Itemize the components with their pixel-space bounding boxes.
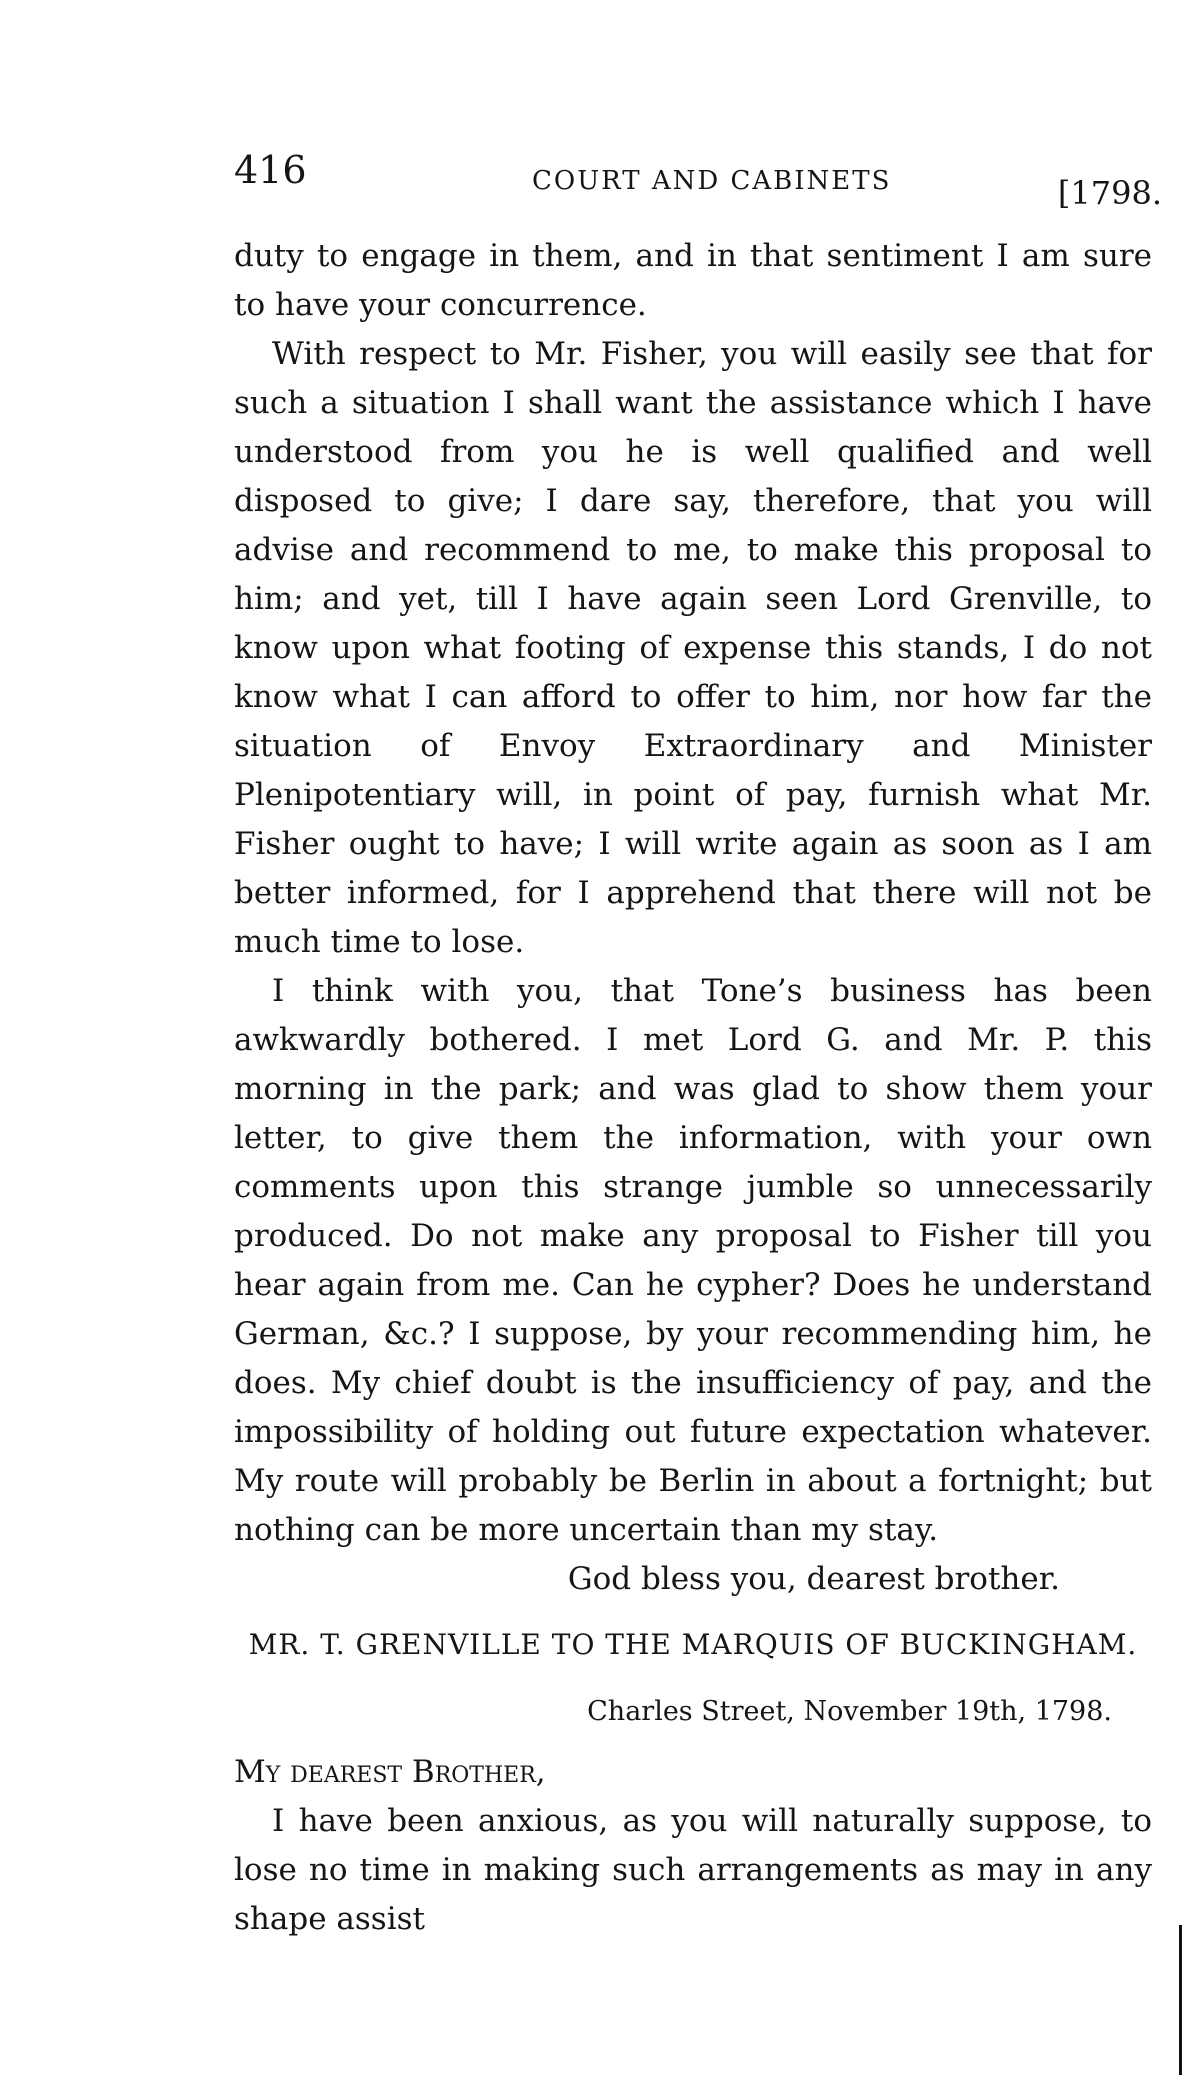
paragraph-tone: I think with you, that Tone’s business has been awkwardly bothered. I met Lord G. and Mr. P. this morning in the park; and was glad to show them your letter, to give them the information, with your own comments upon this strange jumble so unnecessarily produced. Do not make any proposal to Fisher till you hear again from me. Can he cypher? Does he understand German, &c.? I suppose, by your recommending him, he does. My chief doubt is the insufficiency of pay, and the impossibility of holding out future expectation whatever. My route will probably be Berlin in about a fortnight; but nothing can be more uncertain than my stay. [234,973,1152,1548]
letter-dateline: Charles Street, November 19th, 1798. [587,1696,1112,1727]
paragraph-continuation: duty to engage in them, and in that sentiment I am sure to have your concurrence. [234,238,1152,323]
next-letter [234,1620,1152,1944]
letter-heading: MR. T. GRENVILLE TO THE MARQUIS OF BUCKINGHAM. [248,1628,1138,1661]
letter-body-text [234,232,1152,1604]
letter-closing: God bless you, dearest brother. [567,1561,1060,1597]
paragraph-fisher: With respect to Mr. Fisher, you will easily see that for such a situation I shall want the assistance which I have understood from you he is well qualified and well disposed to give; I dare say, therefore, that you will advise and recommend to me, to make this proposal to him; and yet, till I have again seen Lord Grenville, to know upon what footing of expense this stands, I do not know what I can afford to offer to him, nor how far the situation of Envoy Extraordinary and Minister Plenipotentiary will, in point of pay, furnish what Mr. Fisher ought to have; I will write again as soon as I am better informed, for I apprehend that there will not be much time to lose. [234,336,1152,960]
letter-opening-text: I have been anxious, as you will naturally suppose, to lose no time in making such arrangements as may in any shape assist [234,1803,1152,1937]
page-edge-mark [1179,1925,1182,2075]
page-header [232,148,1162,212]
header-year: [1798. [1057,174,1162,212]
running-title: COURT AND CABINETS [532,166,892,196]
letter-salutation: My dearest Brother, [234,1754,546,1790]
page-number: 416 [234,148,307,192]
